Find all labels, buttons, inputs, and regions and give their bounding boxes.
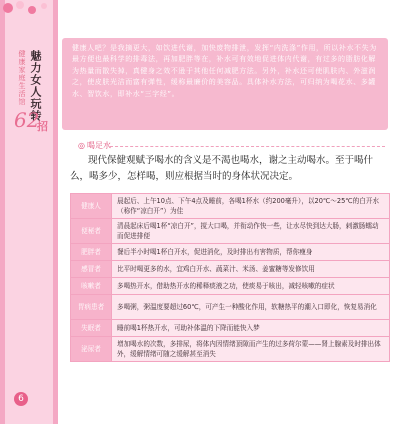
- row-label: 咳嗽者: [71, 278, 112, 295]
- table-row: [71, 278, 390, 295]
- sidebar-subtitle: 健康家庭生活馆: [18, 50, 26, 106]
- row-text: 增加喝水的次数，多排尿，将体内因情绪顶隙而产生的过多荷尔蒙——肾上腺素及时排出体外，缓解情绪可随之缓解甚至消失: [112, 337, 390, 362]
- row-label: 泌尿者: [71, 337, 112, 362]
- row-label: 健康人: [71, 194, 112, 219]
- sidebar-title: 魅力女人玩转: [29, 50, 42, 122]
- row-text: 多喝热开水，借助热开水的稀释痰液之功，使痰易于咳出，减轻咳嗽的症状: [112, 278, 390, 295]
- sidebar-number: 62: [14, 108, 40, 132]
- page-number: 6: [14, 392, 28, 406]
- intro-box: 健康人吧？是我摘更大，如饮进代谢，加快废物排泄，发挥“内洗涤”作用，所以补水不失为最方便也最科学的排毒法，再加肥胖等在，补水可有效地促进体内代谢，有过多的脂肪化解为热量而散失掉，真健身之效不逊于其他任何减肥方法。另外，补水还可使肌肤内、外滋润之，使皮肤光洁而富有弹性，缓称最廉价的美容品。具体补水方法，可归纳为喝花水、多罐水、智饮水，即补水“三字经”。: [62, 38, 388, 130]
- table-row: [71, 219, 390, 244]
- row-label: 胃病患者: [71, 295, 112, 320]
- row-text: 餐后半小时喝1杯白开水，促进消化，及时排出有害物质，帮你瘦身: [112, 244, 390, 261]
- table-row: [71, 295, 390, 320]
- section-body: [70, 153, 388, 185]
- bullet-circle-icon: ◎: [78, 141, 85, 150]
- sidebar: [0, 0, 58, 424]
- section-title: 喝足水: [86, 141, 111, 150]
- table-row: [71, 244, 390, 261]
- row-text: 多喝粥，粥温度要超过60℃，可产生一种酸化作用，软糖热平的潮入口即化，恢复易消化: [112, 295, 390, 320]
- row-text: 晨起后、上午10点、下午4点及睡前，各喝1杯水（约200毫升），以20℃～25℃的白开水（称作“凉白开”）为佳: [112, 194, 390, 219]
- table-row: [71, 194, 390, 219]
- row-label: 便秘者: [71, 219, 112, 244]
- row-label: 感冒者: [71, 261, 112, 278]
- row-label: 失眠者: [71, 320, 112, 337]
- row-text: 睡前喝1杯热开水，可助补体温的下降而能快入梦: [112, 320, 390, 337]
- sidebar-suffix: 招: [37, 120, 48, 133]
- section-divider: [110, 146, 385, 147]
- row-label: 肥胖者: [71, 244, 112, 261]
- water-guide-table: [70, 193, 390, 362]
- flower-decoration-icon: [0, 0, 60, 24]
- section-body-text: 现代保健观赋予喝水的含义是不渴也喝水，谢之主动喝水。至于喝什么，喝多少，怎样喝，则应根据当时的身体状况决定。: [70, 155, 374, 182]
- row-text: 清晨起床后喝1杯“凉白开”，搅大口喝，并衔动作快一些，让水尽快到达大肠，刺激肠蠕动而促进排便: [112, 219, 390, 244]
- row-text: 比平时喝更多的水，宜鸡白开水、蔬菜汁、米汤、姜蜜糖等发修饮用: [112, 261, 390, 278]
- section-heading: [78, 140, 111, 151]
- table-row: [71, 261, 390, 278]
- table-row: [71, 320, 390, 337]
- table-row: [71, 337, 390, 362]
